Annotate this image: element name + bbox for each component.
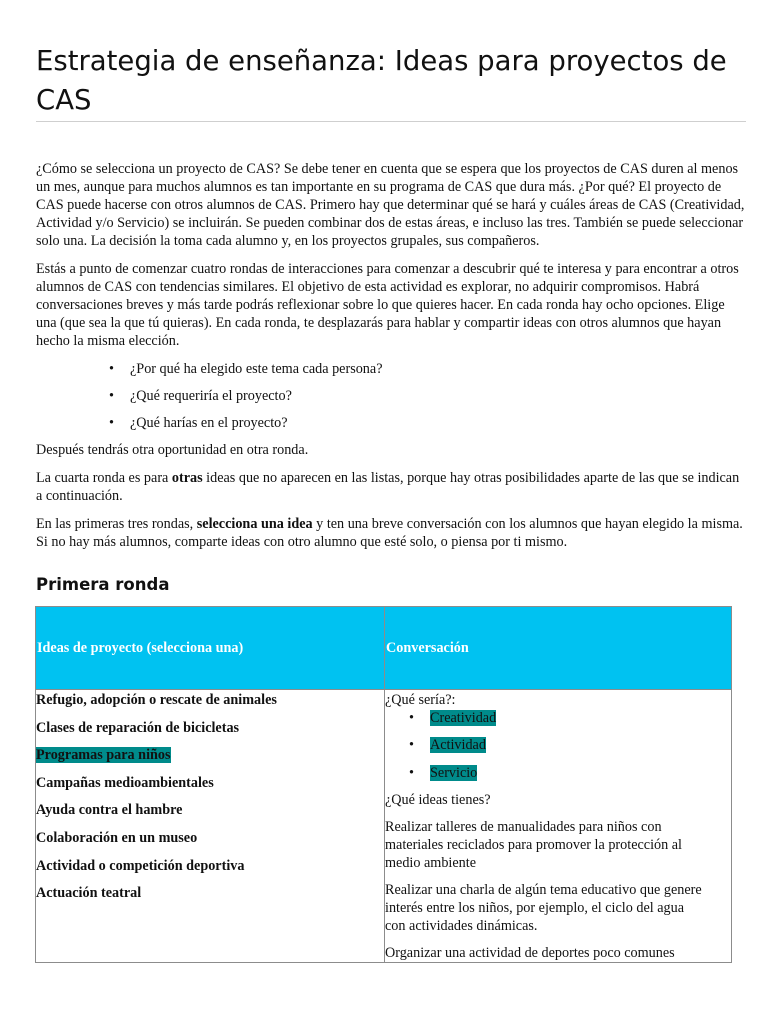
table-row (36, 690, 732, 963)
conversation-question: ¿Qué sería?: (385, 692, 456, 708)
table-header-row (36, 607, 732, 690)
intro-paragraph-2: Estás a punto de comenzar cuatro rondas de interacciones para comenzar a descubrir qué te interesa y para encontrar a otros alumnos de CAS con tendencias similares. El objetivo de esta actividad es explorar, no adquirir compromisos. Habrá conversaciones breves y más tarde podrás reflexionar sobre lo que quieres hacer. En cada ronda hay ocho opciones. Elige una (que sea la que tú quieras). En cada ronda, te desplazarás para hablar y compartir ideas con otros alumnos que hayan hecho la misma elección. (36, 261, 739, 349)
first-rounds-paragraph (36, 515, 746, 551)
first-rounds-text-end: y ten una breve conversación con los alumnos que hayan elegido la misma. Si no hay más alumnos, comparte ideas con otro alumno que esté solo, o piensa por ti mismo. (36, 516, 743, 550)
area-label: Servicio (430, 764, 478, 781)
idea-label: Colaboración en un museo (36, 829, 198, 846)
idea-label: Programas para niños (36, 747, 171, 764)
idea-label: Ayuda contra el hambre (36, 802, 183, 819)
conversation-cell (385, 690, 732, 963)
area-item (430, 764, 731, 782)
intro-paragraph-1: ¿Cómo se selecciona un proyecto de CAS? Se debe tener en cuenta que se espera que los proyectos de CAS duren al menos un mes, aunque para muchos alumnos es tan importante en su programa de CAS que dura más. ¿Por qué? El proyecto de CAS puede hacerse con otros alumnos de CAS. Primero hay que determinar qué se hará y cuáles áreas de CAS (Creatividad, Actividad y/o Servicio) se incluirán. Se pueden combinar dos de estas áreas, e incluso las tres. También se puede seleccionar solo una. La decisión la toma cada alumno y, en los proyectos grupales, sus compañeros. (36, 161, 745, 249)
idea-label: Campañas medioambientales (36, 774, 214, 791)
idea-item-highlighted (36, 746, 384, 764)
area-item (430, 736, 731, 754)
title-divider (36, 121, 746, 122)
answer-paragraph: Realizar talleres de manualidades para niños con materiales reciclados para promover la protección al medio ambiente (385, 818, 683, 871)
fourth-round-paragraph (36, 469, 746, 505)
area-list (385, 709, 731, 782)
idea-item (36, 774, 384, 792)
answer-paragraph: Organizar una actividad de deportes poco comunes (385, 944, 675, 961)
idea-label: Actividad o competición deportiva (36, 857, 245, 874)
first-rounds-bold: selecciona una idea (196, 516, 313, 532)
after-list-paragraph: Después tendrás otra oportunidad en otra ronda. (36, 442, 309, 458)
section-heading: Primera ronda (36, 575, 170, 594)
idea-item (36, 719, 384, 737)
first-rounds-text-start: En las primeras tres rondas, (36, 516, 197, 532)
list-item: • ¿Por qué ha elegido este tema cada persona? (130, 360, 746, 378)
ideas-table (35, 606, 732, 963)
idea-item (36, 829, 384, 847)
idea-item (36, 691, 384, 709)
conversation-column-header: Conversación (385, 607, 732, 690)
idea-item (36, 857, 384, 875)
document-body (36, 160, 746, 561)
fourth-round-text-end: ideas que no aparecen en las listas, porque hay otras posibilidades aparte de las que se indican a continuación. (36, 470, 740, 504)
answer-paragraph: Realizar una charla de algún tema educativo que genere interés entre los niños, por ejemplo, el ciclo del agua con actividades dinámicas. (385, 881, 702, 934)
idea-item (36, 884, 384, 902)
ideas-question: ¿Qué ideas tienes? (385, 791, 491, 808)
idea-label: Actuación teatral (36, 885, 142, 902)
ideas-cell (36, 690, 385, 963)
question-list (36, 360, 746, 432)
area-item (430, 709, 731, 727)
idea-item (36, 801, 384, 819)
ideas-column-header: Ideas de proyecto (selecciona una) (36, 607, 385, 690)
area-label: Creatividad (430, 710, 497, 726)
fourth-round-text-start: La cuarta ronda es para (36, 470, 172, 486)
list-item: • ¿Qué harías en el proyecto? (130, 414, 746, 432)
idea-label: Clases de reparación de bicicletas (36, 719, 240, 736)
fourth-round-bold: otras (171, 470, 203, 486)
list-item: • ¿Qué requeriría el proyecto? (130, 387, 746, 405)
page-title: Estrategia de enseñanza: Ideas para proyectos de CAS (36, 45, 727, 116)
idea-label: Refugio, adopción o rescate de animales (36, 692, 277, 708)
area-label: Actividad (430, 737, 486, 754)
